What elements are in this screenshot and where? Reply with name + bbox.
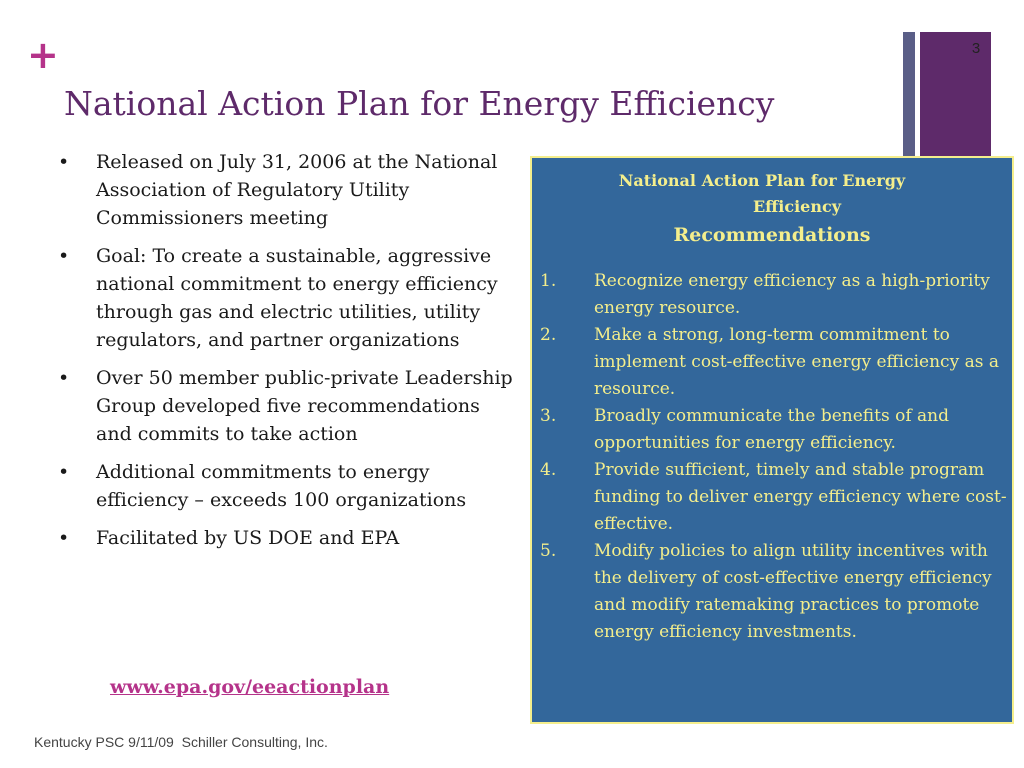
footer-text: Kentucky PSC 9/11/09 Schiller Consulting, Inc.	[34, 734, 328, 750]
bullet-item	[58, 242, 518, 354]
recommendation-item	[540, 457, 1010, 538]
recommendation-text: Provide sufficient, timely and stable program funding to deliver energy efficiency where cost-effective.	[594, 460, 1007, 534]
recommendation-number: 4.	[540, 460, 557, 480]
bullet-dot-icon: •	[58, 245, 70, 267]
bullet-text: Over 50 member public-private Leadership Group developed five recommendations and commits to take action	[96, 367, 513, 445]
recommendation-item	[540, 268, 1010, 322]
recommendation-item	[540, 322, 1010, 403]
panel-heading-line2: Efficiency	[752, 197, 842, 216]
recommendation-text: Broadly communicate the benefits of and opportunities for energy efficiency.	[594, 406, 949, 453]
plus-icon: +	[27, 33, 59, 77]
recommendation-text: Modify policies to align utility incentives with the delivery of cost-effective energy efficiency and modify ratemaking practices to promote energy efficiency investments.	[594, 541, 992, 642]
bullet-item	[58, 458, 518, 514]
recommendation-number: 5.	[540, 541, 557, 561]
recommendation-list	[540, 268, 1010, 646]
panel-heading-line1: National Action Plan for Energy	[618, 171, 906, 190]
recommendation-text: Make a strong, long-term commitment to implement cost-effective energy efficiency as a resource.	[594, 325, 999, 399]
bullet-text: Facilitated by US DOE and EPA	[96, 527, 400, 549]
bullet-text: Goal: To create a sustainable, aggressive national commitment to energy efficiency through gas and electric utilities, utility regulators, and partner organizations	[96, 245, 498, 351]
recommendations-panel	[530, 156, 1014, 724]
bullet-dot-icon: •	[58, 367, 70, 389]
bullet-text: Released on July 31, 2006 at the National Association of Regulatory Utility Commissioners meeting	[96, 151, 498, 229]
recommendation-number: 1.	[540, 271, 557, 291]
bullet-dot-icon: •	[58, 527, 70, 549]
recommendation-number: 2.	[540, 325, 557, 345]
epa-link[interactable]: www.epa.gov/eeactionplan	[110, 676, 390, 698]
accent-bar-thin	[903, 32, 915, 157]
bullet-item	[58, 364, 518, 448]
panel-heading-recommendations: Recommendations	[673, 224, 871, 246]
bullet-item	[58, 524, 518, 552]
bullet-item	[58, 148, 518, 232]
bullet-text: Additional commitments to energy efficiency – exceeds 100 organizations	[96, 461, 467, 511]
bullet-dot-icon: •	[58, 461, 70, 483]
bullet-dot-icon: •	[58, 151, 70, 173]
recommendation-text: Recognize energy efficiency as a high-priority energy resource.	[594, 271, 990, 318]
bullet-list	[58, 148, 518, 562]
slide-title: National Action Plan for Energy Efficiency	[64, 84, 775, 124]
panel-heading	[532, 168, 1012, 250]
recommendation-number: 3.	[540, 406, 557, 426]
recommendation-item	[540, 538, 1010, 646]
page-number: 3	[971, 40, 981, 57]
recommendation-item	[540, 403, 1010, 457]
